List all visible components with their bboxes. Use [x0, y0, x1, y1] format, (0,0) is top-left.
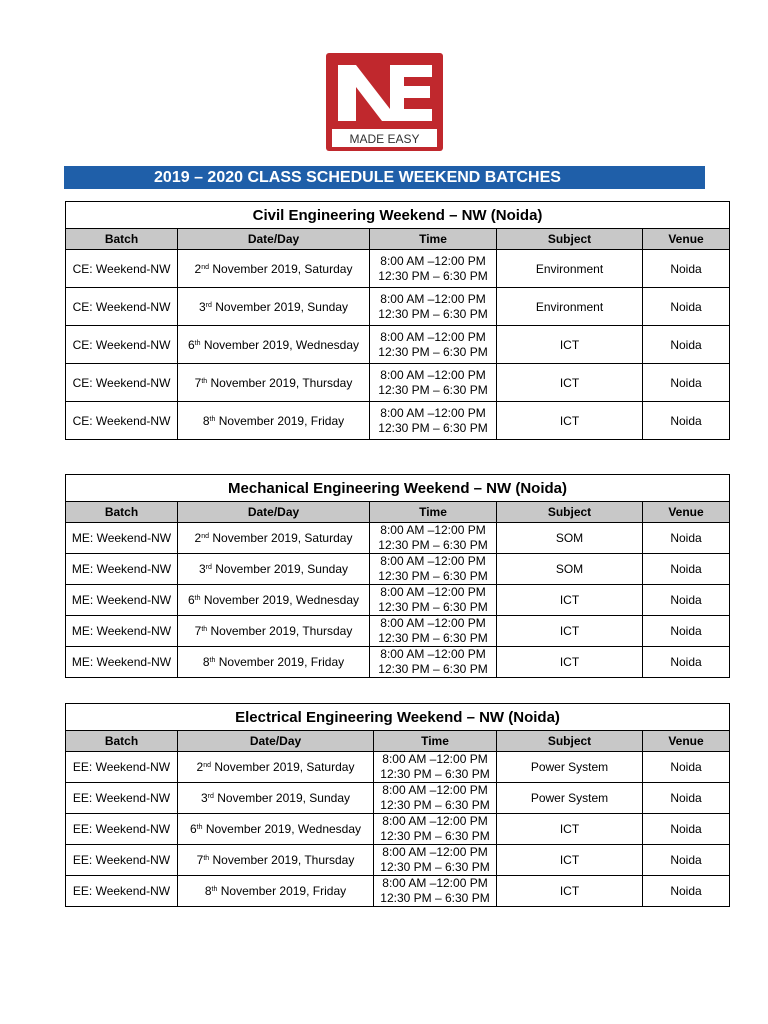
date-day: 3: [198, 562, 206, 576]
date-cell: [178, 326, 370, 364]
date-suffix: th: [201, 377, 208, 385]
batch-cell: EE: Weekend-NW: [66, 845, 178, 876]
column-header: Venue: [643, 502, 730, 523]
subject-cell: ICT: [497, 402, 643, 440]
batch-cell: CE: Weekend-NW: [66, 250, 178, 288]
batch-cell: CE: Weekend-NW: [66, 326, 178, 364]
batch-cell: ME: Weekend-NW: [66, 554, 178, 585]
date-day: 3: [200, 791, 208, 805]
table-row: [66, 783, 730, 814]
electrical-schedule-table: [65, 703, 730, 907]
date-day: 2: [194, 531, 202, 545]
time-morning: 8:00 AM –12:00 PM: [380, 405, 486, 420]
date-cell: [178, 554, 370, 585]
date-cell: [178, 585, 370, 616]
time-afternoon: 12:30 PM – 6:30 PM: [378, 306, 488, 321]
date-suffix: th: [211, 886, 218, 893]
date-rest: November 2019, Sunday: [213, 791, 350, 805]
time-cell: [374, 783, 497, 814]
batch-cell: CE: Weekend-NW: [66, 402, 178, 440]
time-afternoon: 12:30 PM – 6:30 PM: [378, 268, 488, 283]
batch-cell: ME: Weekend-NW: [66, 616, 178, 647]
time-afternoon: 12:30 PM – 6:30 PM: [380, 829, 490, 843]
batch-cell: EE: Weekend-NW: [66, 752, 178, 783]
column-header: Venue: [643, 731, 730, 752]
date-day: 8: [202, 413, 210, 428]
venue-cell: Noida: [643, 523, 730, 554]
date-rest: November 2019, Friday: [215, 413, 345, 428]
time-afternoon: 12:30 PM – 6:30 PM: [380, 798, 490, 812]
time-afternoon: 12:30 PM – 6:30 PM: [380, 767, 490, 781]
batch-cell: EE: Weekend-NW: [66, 814, 178, 845]
date-rest: November 2019, Saturday: [211, 760, 355, 774]
time-afternoon: 12:30 PM – 6:30 PM: [380, 891, 490, 905]
date-rest: November 2019, Thursday: [207, 375, 353, 390]
time-cell: [374, 814, 497, 845]
venue-cell: Noida: [643, 326, 730, 364]
time-afternoon: 12:30 PM – 6:30 PM: [378, 420, 488, 435]
date-cell: [178, 616, 370, 647]
time-morning: 8:00 AM –12:00 PM: [382, 876, 488, 890]
table-row: [66, 326, 730, 364]
subject-cell: ICT: [497, 876, 643, 907]
time-morning: 8:00 AM –12:00 PM: [380, 616, 486, 630]
time-afternoon: 12:30 PM – 6:30 PM: [378, 631, 488, 645]
table-row: [66, 554, 730, 585]
column-header: Date/Day: [178, 502, 370, 523]
date-rest: November 2019, Saturday: [209, 531, 353, 545]
subject-cell: Environment: [497, 250, 643, 288]
date-rest: November 2019, Friday: [215, 655, 345, 669]
date-day: 6: [187, 337, 195, 352]
date-cell: [178, 845, 374, 876]
date-rest: November 2019, Thursday: [209, 853, 355, 867]
time-cell: [370, 554, 497, 585]
date-rest: November 2019, Sunday: [211, 562, 348, 576]
time-morning: 8:00 AM –12:00 PM: [380, 329, 486, 344]
column-header: Time: [374, 731, 497, 752]
subject-cell: ICT: [497, 814, 643, 845]
date-day: 6: [187, 593, 195, 607]
time-cell: [374, 752, 497, 783]
column-header: Batch: [66, 502, 178, 523]
date-cell: [178, 647, 370, 678]
subject-cell: ICT: [497, 326, 643, 364]
date-cell: [178, 402, 370, 440]
date-day: 7: [194, 375, 202, 390]
batch-cell: CE: Weekend-NW: [66, 288, 178, 326]
time-afternoon: 12:30 PM – 6:30 PM: [378, 600, 488, 614]
time-morning: 8:00 AM –12:00 PM: [380, 253, 486, 268]
table-row: [66, 814, 730, 845]
date-suffix: th: [203, 855, 210, 862]
column-header: Subject: [497, 731, 643, 752]
venue-cell: Noida: [643, 585, 730, 616]
subject-cell: ICT: [497, 364, 643, 402]
date-cell: [178, 752, 374, 783]
date-day: 7: [196, 853, 204, 867]
date-cell: [178, 288, 370, 326]
time-afternoon: 12:30 PM – 6:30 PM: [378, 382, 488, 397]
date-day: 2: [196, 760, 204, 774]
date-suffix: th: [196, 824, 203, 831]
made-easy-logo: [326, 53, 443, 151]
venue-cell: Noida: [643, 845, 730, 876]
date-cell: [178, 250, 370, 288]
made-easy-logo-mark: [326, 53, 443, 151]
date-day: 2: [194, 261, 202, 276]
date-day: 3: [198, 299, 206, 314]
date-rest: November 2019, Wednesday: [200, 337, 360, 352]
time-cell: [370, 250, 497, 288]
date-rest: November 2019, Wednesday: [202, 822, 362, 836]
time-cell: [370, 523, 497, 554]
batch-cell: CE: Weekend-NW: [66, 364, 178, 402]
subject-cell: ICT: [497, 585, 643, 616]
date-cell: [178, 523, 370, 554]
time-morning: 8:00 AM –12:00 PM: [380, 585, 486, 599]
date-cell: [178, 364, 370, 402]
venue-cell: Noida: [643, 616, 730, 647]
batch-cell: ME: Weekend-NW: [66, 647, 178, 678]
venue-cell: Noida: [643, 554, 730, 585]
date-rest: November 2019, Friday: [217, 884, 347, 898]
date-suffix: th: [201, 626, 208, 633]
mechanical-schedule-table: [65, 474, 730, 678]
time-morning: 8:00 AM –12:00 PM: [380, 291, 486, 306]
column-header: Batch: [66, 731, 178, 752]
table-row: [66, 752, 730, 783]
date-suffix: th: [194, 595, 201, 602]
date-rest: November 2019, Wednesday: [200, 593, 360, 607]
table-row: [66, 616, 730, 647]
venue-cell: Noida: [643, 250, 730, 288]
subject-cell: ICT: [497, 647, 643, 678]
time-cell: [370, 326, 497, 364]
table-row: [66, 364, 730, 402]
date-suffix: nd: [201, 533, 210, 540]
time-morning: 8:00 AM –12:00 PM: [382, 752, 488, 766]
venue-cell: Noida: [643, 364, 730, 402]
batch-cell: EE: Weekend-NW: [66, 783, 178, 814]
subject-cell: Power System: [497, 783, 643, 814]
time-cell: [374, 845, 497, 876]
date-suffix: th: [209, 415, 216, 423]
time-afternoon: 12:30 PM – 6:30 PM: [380, 860, 490, 874]
venue-cell: Noida: [643, 783, 730, 814]
date-day: 8: [202, 655, 210, 669]
time-cell: [370, 402, 497, 440]
time-afternoon: 12:30 PM – 6:30 PM: [378, 538, 488, 552]
table-row: [66, 523, 730, 554]
date-rest: November 2019, Saturday: [209, 261, 353, 276]
subject-cell: SOM: [497, 554, 643, 585]
venue-cell: Noida: [643, 288, 730, 326]
column-header: Time: [370, 229, 497, 250]
time-morning: 8:00 AM –12:00 PM: [382, 814, 488, 828]
time-afternoon: 12:30 PM – 6:30 PM: [378, 662, 488, 676]
table-title: Civil Engineering Weekend – NW (Noida): [66, 202, 730, 229]
date-day: 7: [194, 624, 202, 638]
time-afternoon: 12:30 PM – 6:30 PM: [378, 344, 488, 359]
column-header: Venue: [643, 229, 730, 250]
time-morning: 8:00 AM –12:00 PM: [382, 845, 488, 859]
subject-cell: ICT: [497, 845, 643, 876]
page-title: 2019 – 2020 CLASS SCHEDULE WEEKEND BATCHES: [154, 169, 561, 186]
column-header: Time: [370, 502, 497, 523]
subject-cell: SOM: [497, 523, 643, 554]
date-suffix: rd: [207, 793, 214, 800]
date-suffix: th: [194, 339, 201, 347]
time-cell: [370, 364, 497, 402]
table-row: [66, 402, 730, 440]
venue-cell: Noida: [643, 752, 730, 783]
time-cell: [374, 876, 497, 907]
time-morning: 8:00 AM –12:00 PM: [380, 647, 486, 661]
venue-cell: Noida: [643, 402, 730, 440]
column-header: Subject: [497, 229, 643, 250]
venue-cell: Noida: [643, 876, 730, 907]
table-row: [66, 250, 730, 288]
batch-cell: ME: Weekend-NW: [66, 585, 178, 616]
table-row: [66, 585, 730, 616]
date-suffix: nd: [203, 762, 212, 769]
table-row: [66, 288, 730, 326]
logo-text: MADE EASY: [349, 132, 420, 146]
table-row: [66, 647, 730, 678]
column-header: Date/Day: [178, 731, 374, 752]
time-morning: 8:00 AM –12:00 PM: [382, 783, 488, 797]
time-cell: [370, 647, 497, 678]
date-suffix: rd: [205, 564, 212, 571]
date-rest: November 2019, Thursday: [207, 624, 353, 638]
date-day: 6: [189, 822, 197, 836]
subject-cell: Power System: [497, 752, 643, 783]
date-cell: [178, 783, 374, 814]
time-cell: [370, 288, 497, 326]
page-title-banner: [64, 166, 705, 189]
date-day: 8: [204, 884, 212, 898]
date-suffix: th: [209, 657, 216, 664]
time-afternoon: 12:30 PM – 6:30 PM: [378, 569, 488, 583]
venue-cell: Noida: [643, 647, 730, 678]
date-suffix: nd: [201, 263, 210, 271]
batch-cell: ME: Weekend-NW: [66, 523, 178, 554]
date-cell: [178, 814, 374, 845]
time-morning: 8:00 AM –12:00 PM: [380, 523, 486, 537]
time-cell: [370, 616, 497, 647]
column-header: Subject: [497, 502, 643, 523]
time-cell: [370, 585, 497, 616]
column-header: Batch: [66, 229, 178, 250]
venue-cell: Noida: [643, 814, 730, 845]
subject-cell: ICT: [497, 616, 643, 647]
batch-cell: EE: Weekend-NW: [66, 876, 178, 907]
date-rest: November 2019, Sunday: [211, 299, 348, 314]
subject-cell: Environment: [497, 288, 643, 326]
table-title: Mechanical Engineering Weekend – NW (Noida): [66, 475, 730, 502]
time-morning: 8:00 AM –12:00 PM: [380, 367, 486, 382]
column-header: Date/Day: [178, 229, 370, 250]
table-row: [66, 876, 730, 907]
table-row: [66, 845, 730, 876]
date-suffix: rd: [205, 301, 212, 309]
time-morning: 8:00 AM –12:00 PM: [380, 554, 486, 568]
civil-schedule-table: [65, 201, 730, 440]
date-cell: [178, 876, 374, 907]
table-title: Electrical Engineering Weekend – NW (Noida): [66, 704, 730, 731]
